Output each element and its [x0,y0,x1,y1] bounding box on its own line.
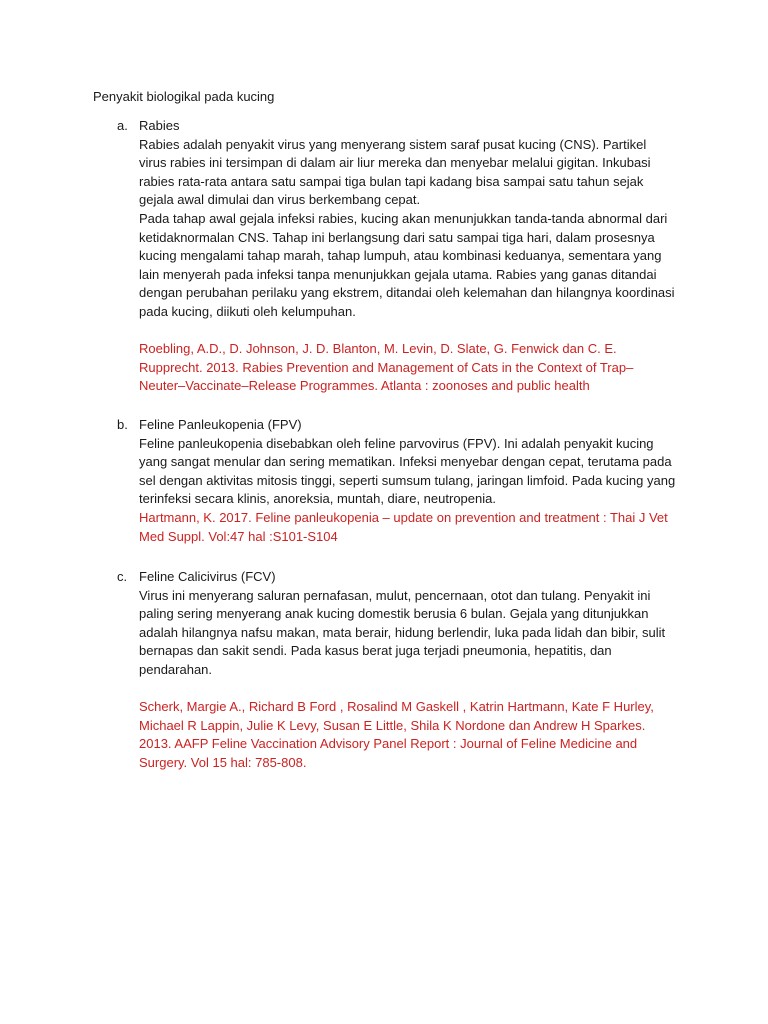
section-paragraph: Rabies adalah penyakit virus yang menyerang sistem saraf pusat kucing (CNS). Partikel virus rabies ini tersimpan di dalam air liur mereka dan menyebar melalui gigitan. Inkubasi rabies rata-rata antara satu sampai tiga bulan tapi kadang bisa sampai satu tahun sejak gejala awal dimulai dan virus berkembang cepat. [139,136,651,208]
list-marker: a. [117,118,128,133]
section-heading: Feline Calicivirus (FCV) [139,569,276,584]
section-heading: Rabies [139,118,180,133]
section-paragraph: Feline panleukopenia disebabkan oleh feline parvovirus (FPV). Ini adalah penyakit kucing yang sangat menular dan sering mematikan. Infeksi menyebar dengan cepat, terutama pada sel dengan aktivitas mitosis tinggi, seperti sumsum tulang, jaringan limfoid. Pada kucing yang terinfeksi secara klinis, anoreksia, muntah, diare, neutropenia. [139,435,676,507]
reference-citation: Roebling, A.D., D. Johnson, J. D. Blanton, M. Levin, D. Slate, G. Fenwick dan C. E. Rupprecht. 2013. Rabies Prevention and Management of Cats in the Context of Trap–Neuter–Vaccinate–Release Programmes. Atlanta : zoonoses and public health [139,341,634,394]
section-paragraph: Pada tahap awal gejala infeksi rabies, kucing akan menunjukkan tanda-tanda abnormal dari ketidaknormalan CNS. Tahap ini berlangsung dari satu sampai tiga hari, dalam prosesnya kucing mengalami tahap marah, tahap lumpuh, atau kombinasi keduanya, sementara yang lain menyerah pada infeksi tanpa menunjukkan gejala utama. Rabies yang ganas ditandai dengan perubahan perilaku yang ekstrem, ditandai oleh kelemahan dan hilangnya koordinasi pada kucing, diikuti oleh kelumpuhan. [139,210,675,319]
reference-citation: Scherk, Margie A., Richard B Ford , Rosalind M Gaskell , Katrin Hartmann, Kate F Hurley, Michael R Lappin, Julie K Levy, Susan E Little, Shila K Nordone dan Andrew H Sparkes. 2013. AAFP Feline Vaccination Advisory Panel Report : Journal of Feline Medicine and Surgery. Vol 15 hal: 785-808. [139,699,654,770]
list-marker: b. [117,417,128,432]
list-marker: c. [117,569,128,584]
document-title: Penyakit biologikal pada kucing [93,89,275,104]
reference-citation: Hartmann, K. 2017. Feline panleukopenia – update on prevention and treatment : Thai J Vet Med Suppl. Vol:47 hal :S101-S104 [139,509,668,544]
section-rabies [117,117,677,396]
section-panleukopenia [117,416,677,546]
section-paragraph: Virus ini menyerang saluran pernafasan, mulut, pencernaan, otot dan tulang. Penyakit ini paling sering menyerang anak kucing domestik berusia 6 bulan. Gejala yang ditunjukkan adalah hilangnya nafsu makan, mata berair, hidung berlendir, luka pada lidah dan bibir, sulit bernapas dan sakit sendi. Pada kasus berat juga terjadi pneumonia, hepatitis, dan pendarahan. [139,587,666,677]
section-heading: Feline Panleukopenia (FPV) [139,417,302,432]
section-calicivirus [117,568,677,773]
